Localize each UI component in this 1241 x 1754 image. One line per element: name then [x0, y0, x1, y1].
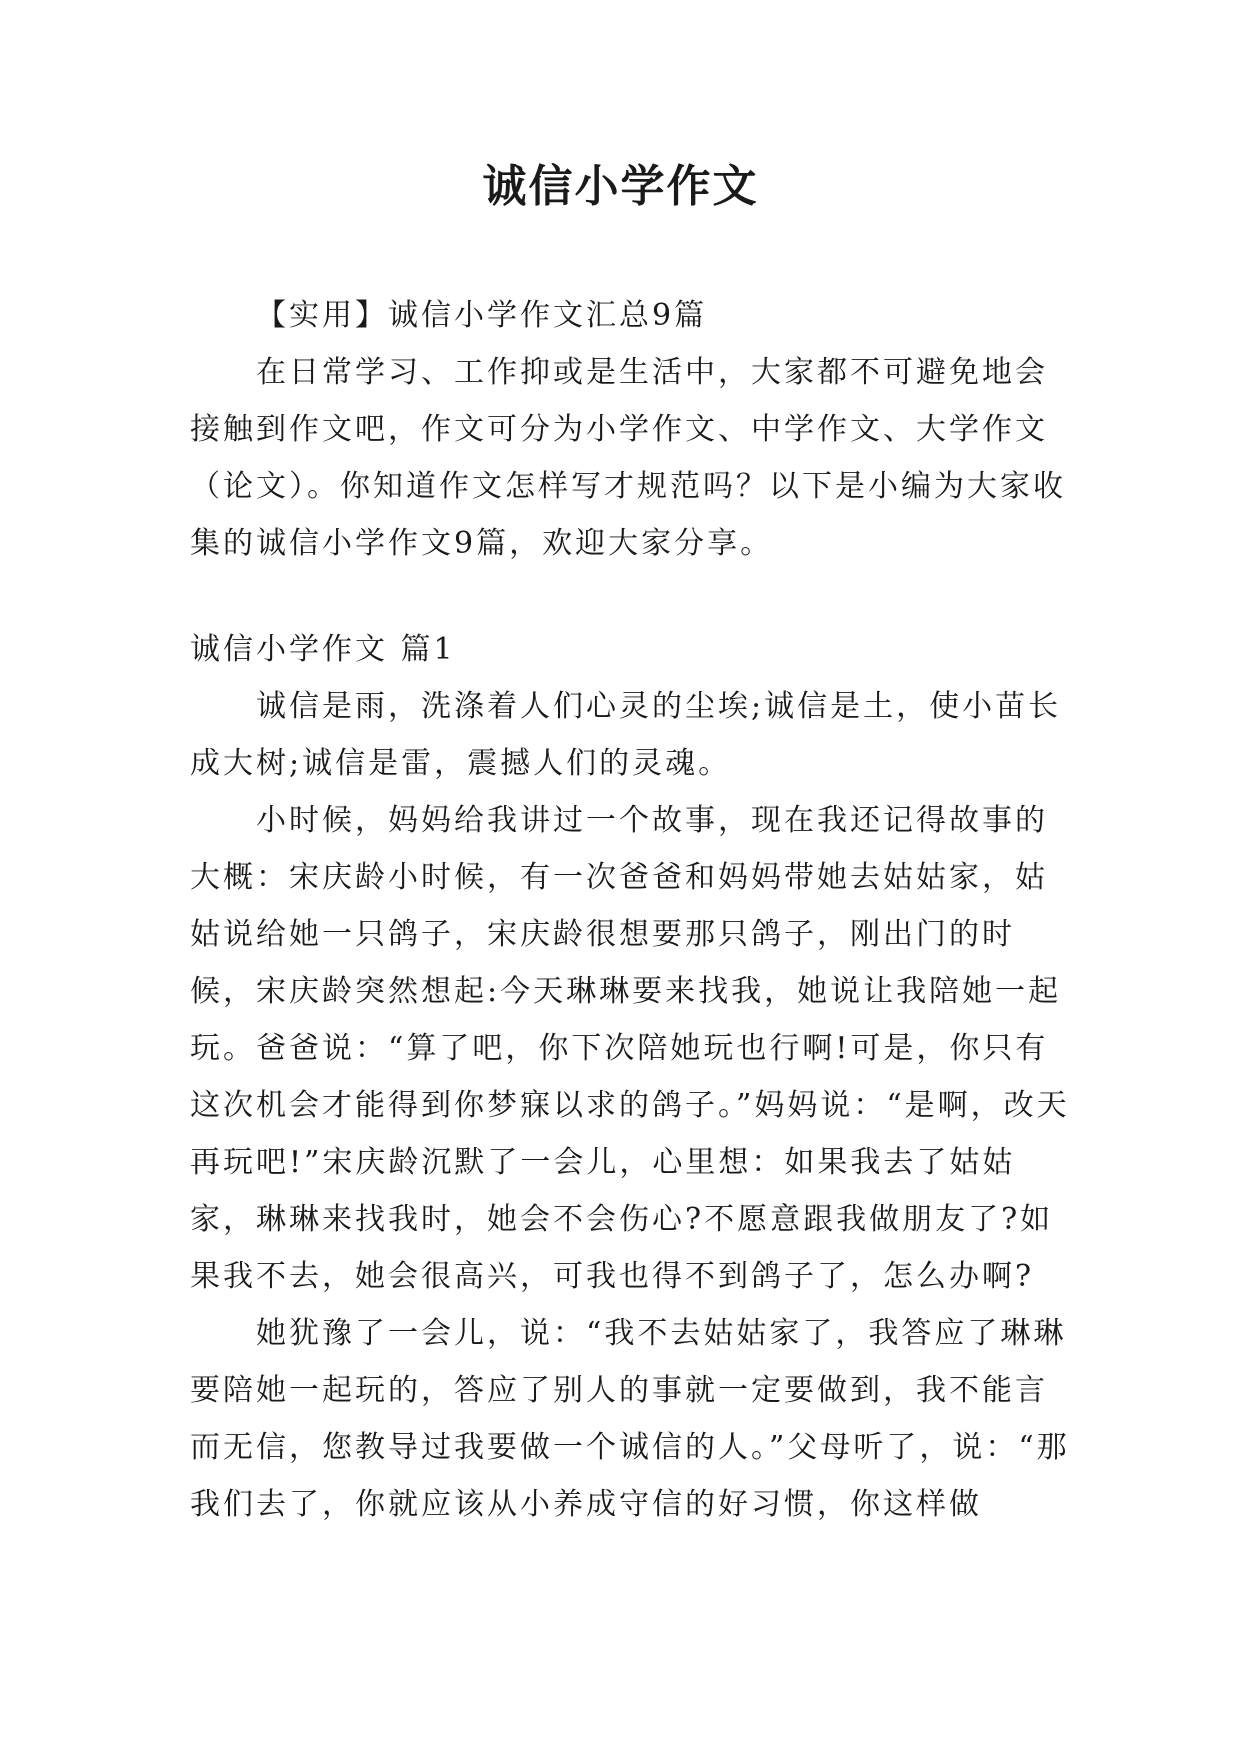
document-body: [190, 287, 1070, 1533]
body-paragraph-1: 诚信是雨，洗涤着人们心灵的尘埃;诚信是土，使小苗长成大树;诚信是雷，震撼人们的灵魂。: [190, 689, 1062, 781]
body-paragraph-2: 小时候，妈妈给我讲过一个故事，现在我还记得故事的大概：宋庆龄小时候，有一次爸爸和妈妈带她去姑姑家，姑姑说给她一只鸽子，宋庆龄很想要那只鸽子，刚出门的时候，宋庆龄突然想起:今天琳琳要来找我，她说让我陪她一起玩。爸爸说：“算了吧，你下次陪她玩也行啊!可是，你只有这次机会才能得到你梦寐以求的鸽子。”妈妈说：“是啊，改天再玩吧!”宋庆龄沉默了一会儿，心里想：如果我去了姑姑家，琳琳来找我时，她会不会伤心?不愿意跟我做朋友了?如果我不去，她会很高兴，可我也得不到鸽子了，怎么办啊?: [190, 803, 1070, 1294]
document-subtitle: 【实用】诚信小学作文汇总9篇: [256, 298, 708, 333]
section-heading: 诚信小学作文 篇1: [190, 632, 456, 667]
body-paragraph-3: 她犹豫了一会儿，说：“我不去姑姑家了，我答应了琳琳要陪她一起玩的，答应了别人的事就一定要做到，我不能言而无信，您教导过我要做一个诚信的人。”父母听了，说：“那我们去了，你就应该从小养成守信的好习惯，你这样做: [190, 1316, 1070, 1522]
document-title: 诚信小学作文: [482, 161, 759, 212]
intro-paragraph: 在日常学习、工作抑或是生活中，大家都不可避免地会接触到作文吧，作文可分为小学作文、中学作文、大学作文（论文）。你知道作文怎样写才规范吗？以下是小编为大家收集的诚信小学作文9篇，欢迎大家分享。: [190, 355, 1066, 561]
